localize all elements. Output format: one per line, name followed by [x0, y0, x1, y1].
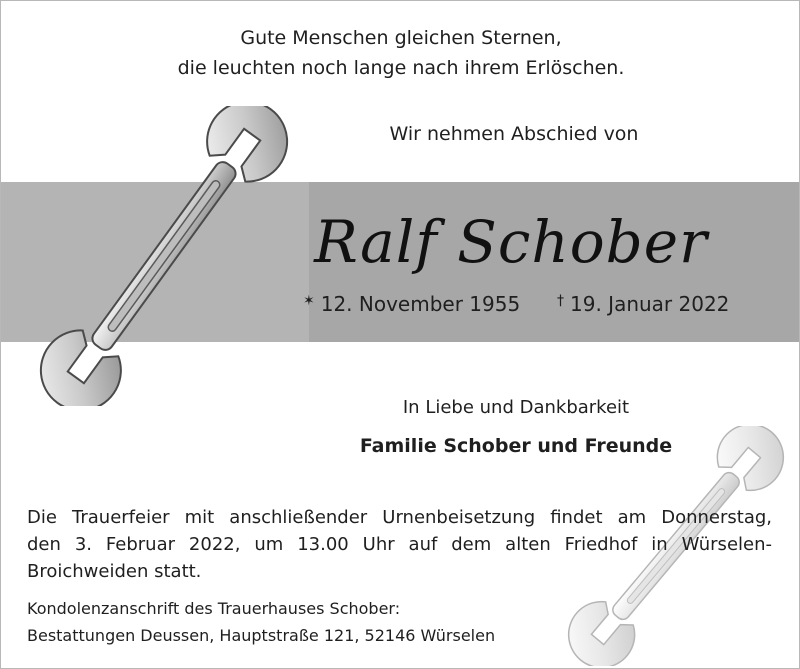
service-line-1: Die Trauerfeier mit anschließender Urnenbeisetzung findet am Donnerstag,: [27, 507, 772, 528]
wrench-icon: [19, 106, 309, 406]
birth-date: [303, 289, 520, 322]
service-line-3: Broichweiden statt.: [27, 561, 202, 582]
memorial-quote: [1, 23, 800, 83]
birth-star-icon: ✶: [303, 293, 315, 309]
condolence-line-2: Bestattungen Deussen, Hauptstraße 121, 52146 Würselen: [27, 626, 496, 645]
death-date-text: 19. Januar 2022: [570, 292, 730, 316]
birth-date-text: 12. November 1955: [320, 292, 521, 316]
farewell-intro: Wir nehmen Abschied von: [389, 123, 639, 145]
quote-line-2: die leuchten noch lange nach ihrem Erlöschen.: [177, 57, 625, 79]
deceased-name: Ralf Schober: [314, 208, 708, 276]
death-cross-icon: †: [557, 293, 564, 309]
condolence-address: [27, 595, 587, 649]
life-dates: [303, 289, 763, 319]
quote-line-1: Gute Menschen gleichen Sternen,: [240, 27, 562, 49]
gratitude-line: In Liebe und Dankbarkeit: [402, 397, 630, 418]
condolence-line-1: Kondolenzanschrift des Trauerhauses Schober:: [27, 599, 401, 618]
funeral-service-info: [27, 504, 772, 585]
death-date: [557, 289, 729, 322]
family-signature: Familie Schober und Freunde: [359, 435, 673, 457]
service-line-2: den 3. Februar 2022, um 13.00 Uhr auf dem alten Friedhof in Würselen-: [27, 534, 772, 555]
